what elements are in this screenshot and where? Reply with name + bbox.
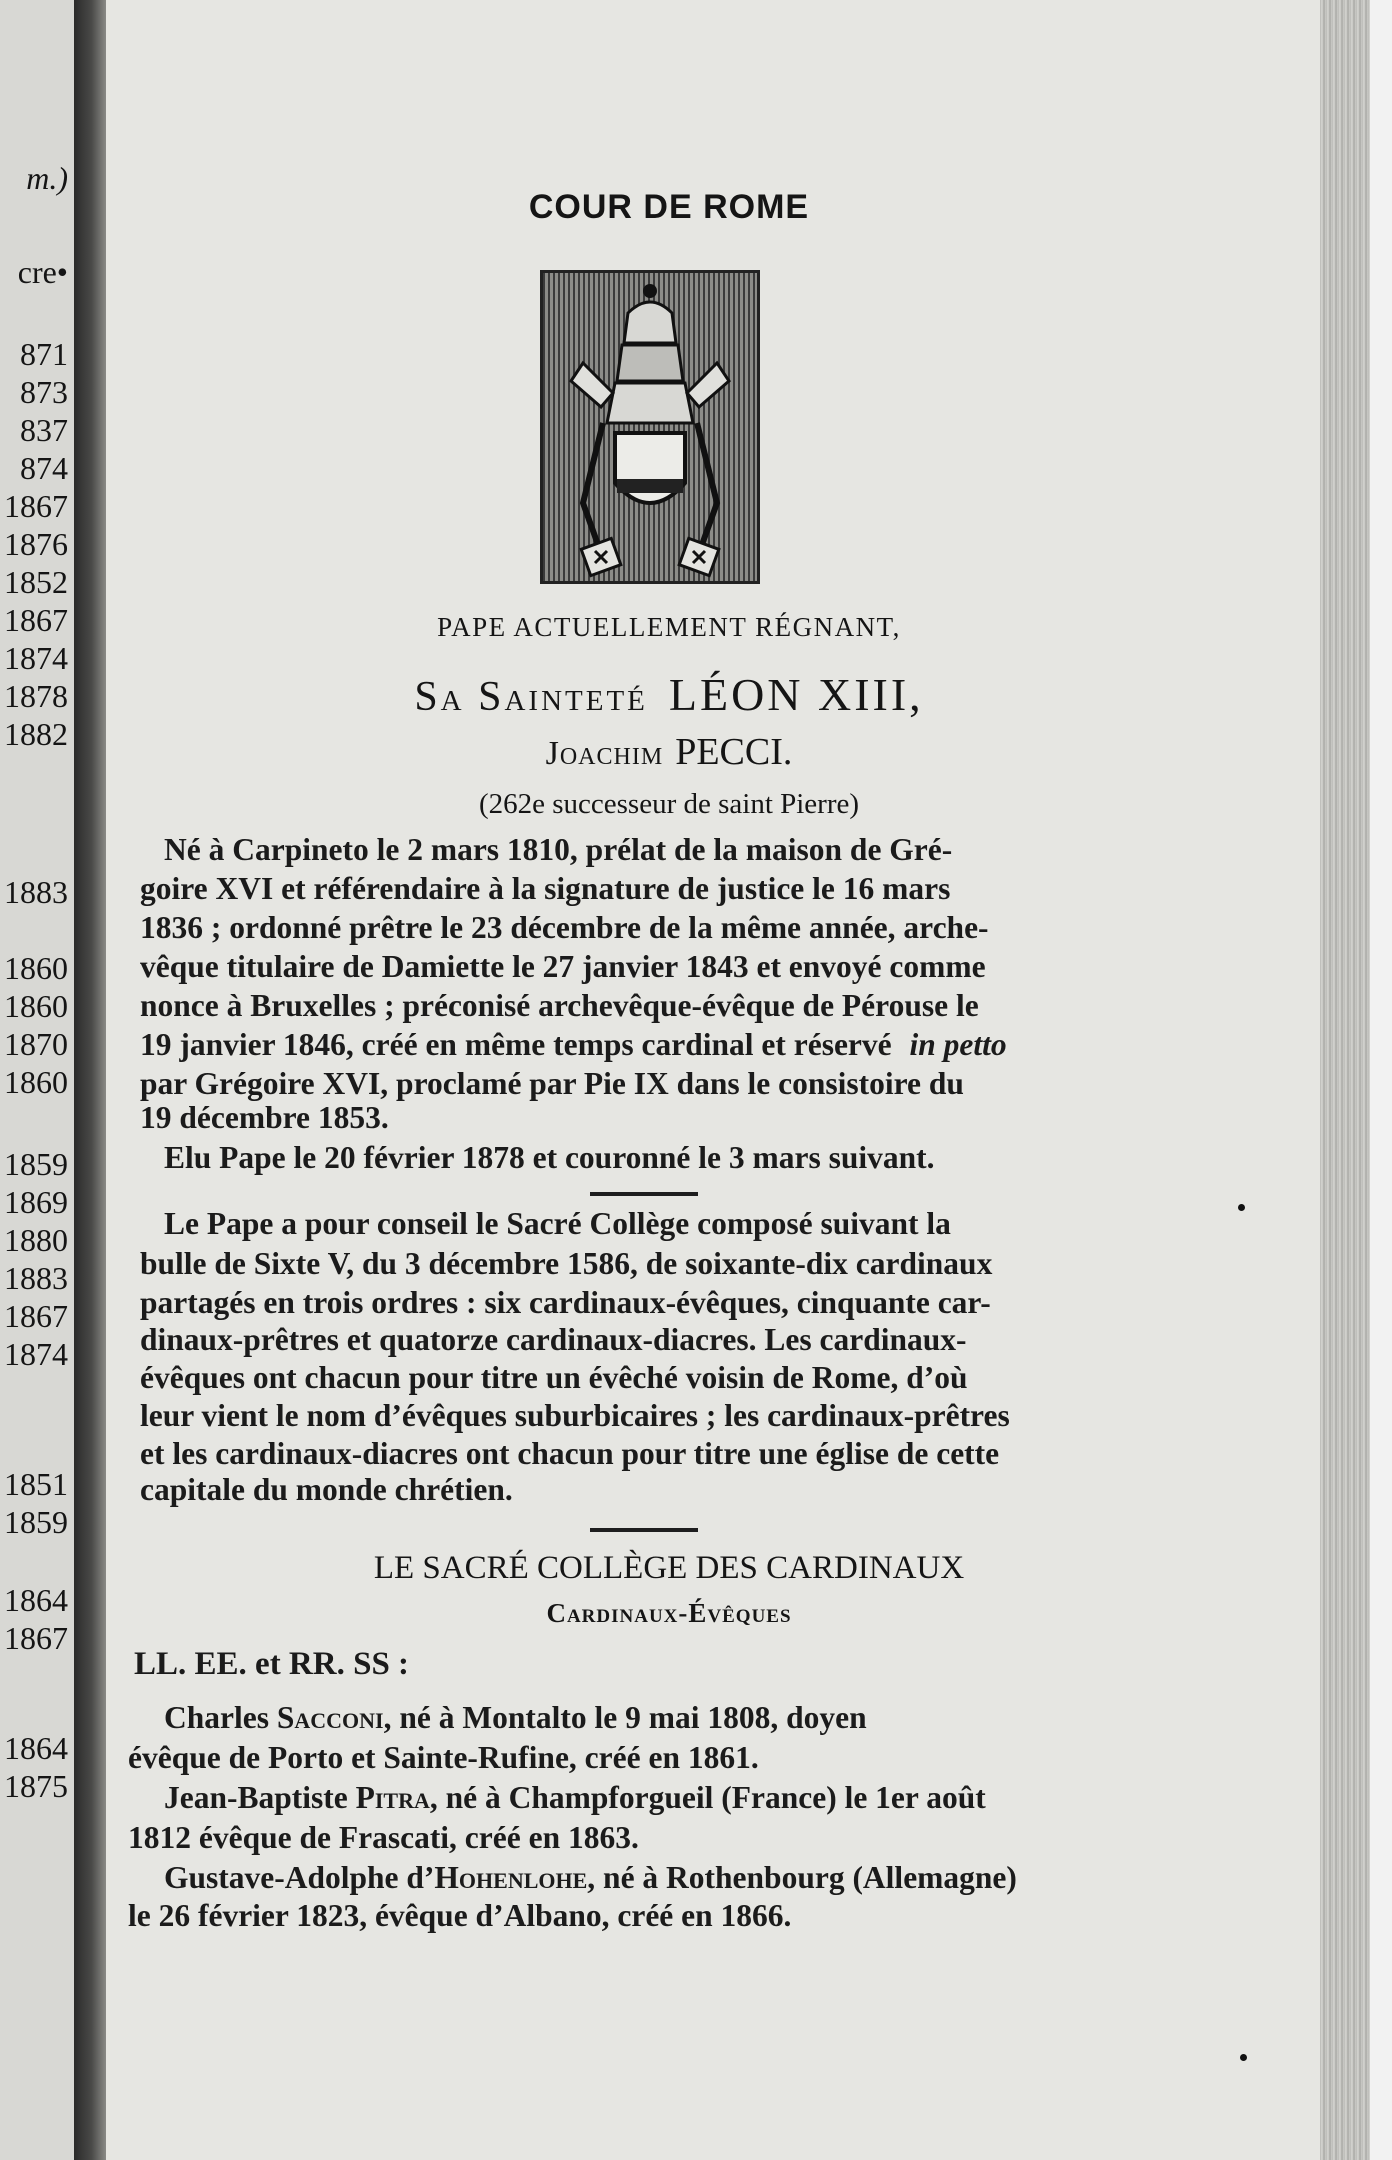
college-line: et les cardinaux-diacres ont chacun pour titre une église de cette bbox=[140, 1436, 1000, 1471]
pope-title bbox=[62, 668, 1276, 721]
left-page-number: 871 bbox=[20, 336, 68, 372]
bio-line: par Grégoire XVI, proclamé par Pie IX dans le consistoire du bbox=[140, 1066, 964, 1101]
left-page-number: 1875 bbox=[4, 1768, 68, 1804]
pope-title-prefix: Sa Sainteté bbox=[414, 674, 648, 720]
speck bbox=[1238, 1204, 1245, 1211]
address-line: LL. EE. et RR. SS : bbox=[134, 1646, 410, 1682]
section-subtitle: Cardinaux-Évêques bbox=[546, 1598, 792, 1628]
left-page-number: 1867 bbox=[4, 1298, 68, 1334]
bio-line: nonce à Bruxelles ; préconisé archevêque-évêque de Pérouse le bbox=[140, 988, 979, 1023]
bio-line: 19 décembre 1853. bbox=[140, 1100, 389, 1135]
left-page-number: 1883 bbox=[4, 1260, 68, 1296]
pope-heading: PAPE ACTUELLEMENT RÉGNANT, bbox=[437, 612, 901, 642]
bio-line: vêque titulaire de Damiette le 27 janvier 1843 et envoyé comme bbox=[140, 949, 986, 984]
divider bbox=[590, 1192, 698, 1196]
section-title: LE SACRÉ COLLÈGE DES CARDINAUX bbox=[373, 1550, 965, 1586]
college-line: évêques ont chacun pour titre un évêché voisin de Rome, d’où bbox=[140, 1360, 968, 1395]
college-line: bulle de Sixte V, du 3 décembre 1586, de soixante-dix cardinaux bbox=[140, 1246, 993, 1281]
cardinal-surname: Sacconi bbox=[276, 1700, 384, 1735]
cardinal-entry bbox=[164, 1780, 986, 1816]
left-page-number: 1859 bbox=[4, 1146, 68, 1182]
pope-succession: (262e successeur de saint Pierre) bbox=[478, 788, 860, 820]
college-line: Le Pape a pour conseil le Sacré Collège composé suivant la bbox=[164, 1206, 951, 1241]
left-page-number: 1860 bbox=[4, 988, 68, 1024]
left-page-number: 1859 bbox=[4, 1504, 68, 1540]
bio-line: 1836 ; ordonné prêtre le 23 décembre de la même année, arche- bbox=[140, 910, 989, 945]
bio-line-text: 19 janvier 1846, créé en même temps cardinal et réservé bbox=[140, 1027, 892, 1062]
left-page-number: 1852 bbox=[4, 564, 68, 600]
pope-title-name: LÉON XIII, bbox=[668, 669, 924, 720]
left-page-number: cre• bbox=[17, 254, 68, 290]
bio-line: Elu Pape le 20 février 1878 et couronné le 3 mars suivant. bbox=[164, 1140, 935, 1175]
bio-line bbox=[140, 1027, 1007, 1063]
speck bbox=[1240, 2054, 1247, 2061]
cardinal-entry-line2: le 26 février 1823, évêque d’Albano, créé en 1866. bbox=[128, 1898, 792, 1933]
book-gutter bbox=[74, 0, 106, 2160]
left-page-number: 1869 bbox=[4, 1184, 68, 1220]
left-page-number: 837 bbox=[20, 412, 68, 448]
cardinal-first-name: Gustave-Adolphe d’ bbox=[164, 1860, 435, 1895]
pope-given-name: Joachim bbox=[545, 735, 664, 772]
cardinal-entry bbox=[164, 1860, 1017, 1896]
left-page-number: 1880 bbox=[4, 1222, 68, 1258]
left-page-number: 1851 bbox=[4, 1466, 68, 1502]
page-edges bbox=[1320, 0, 1392, 2160]
left-page-number: 1883 bbox=[4, 874, 68, 910]
bio-line: goire XVI et référendaire à la signature de justice le 16 mars bbox=[140, 871, 951, 906]
college-line: capitale du monde chrétien. bbox=[140, 1472, 513, 1507]
cardinal-details: , né à Montalto le 9 mai 1808, doyen bbox=[383, 1700, 867, 1735]
left-page-number: 1876 bbox=[4, 526, 68, 562]
cardinal-entry bbox=[164, 1700, 867, 1736]
left-page-number: 1864 bbox=[4, 1582, 68, 1618]
cardinal-first-name: Jean-Baptiste bbox=[164, 1780, 348, 1815]
cardinal-details: , né à Rothenbourg (Allemagne) bbox=[587, 1860, 1017, 1895]
left-page-margin bbox=[0, 0, 74, 2160]
left-page-number: 1864 bbox=[4, 1730, 68, 1766]
cardinal-first-name: Charles bbox=[164, 1700, 269, 1735]
papal-coat-of-arms-icon bbox=[540, 270, 760, 584]
left-page-number: m.) bbox=[26, 160, 68, 196]
pope-surname: PECCI. bbox=[675, 731, 793, 773]
bio-line: Né à Carpineto le 2 mars 1810, prélat de la maison de Gré- bbox=[164, 832, 953, 867]
left-page-number: 874 bbox=[20, 450, 68, 486]
page-title: COUR DE ROME bbox=[528, 188, 810, 226]
cardinal-entry-line2: 1812 évêque de Frascati, créé en 1863. bbox=[128, 1820, 639, 1855]
left-page-number: 1860 bbox=[4, 950, 68, 986]
college-line: dinaux-prêtres et quatorze cardinaux-diacres. Les cardinaux- bbox=[140, 1322, 967, 1357]
cardinal-details: , né à Champforgueil (France) le 1er août bbox=[429, 1780, 986, 1815]
left-page-number: 1867 bbox=[4, 1620, 68, 1656]
cardinal-surname: Pitra bbox=[355, 1780, 430, 1815]
college-line: partagés en trois ordres : six cardinaux-évêques, cinquante car- bbox=[140, 1285, 991, 1320]
cardinal-entry-line2: évêque de Porto et Sainte-Rufine, créé en 1861. bbox=[128, 1740, 759, 1775]
bio-italic: in petto bbox=[909, 1027, 1007, 1062]
left-page-number: 1874 bbox=[4, 1336, 68, 1372]
left-page-number: 873 bbox=[20, 374, 68, 410]
left-page-number: 1874 bbox=[4, 640, 68, 676]
left-page-number: 1878 bbox=[4, 678, 68, 714]
main-page bbox=[106, 0, 1320, 2160]
left-page-number: 1882 bbox=[4, 716, 68, 752]
cardinal-surname: Hohenlohe bbox=[434, 1860, 588, 1895]
college-line: leur vient le nom d’évêques suburbicaires ; les cardinaux-prêtres bbox=[140, 1398, 1010, 1433]
left-page-number: 1870 bbox=[4, 1026, 68, 1062]
left-page-number: 1867 bbox=[4, 488, 68, 524]
pope-full-name bbox=[62, 730, 1276, 774]
left-page-number: 1867 bbox=[4, 602, 68, 638]
left-page-number: 1860 bbox=[4, 1064, 68, 1100]
divider bbox=[590, 1528, 698, 1532]
